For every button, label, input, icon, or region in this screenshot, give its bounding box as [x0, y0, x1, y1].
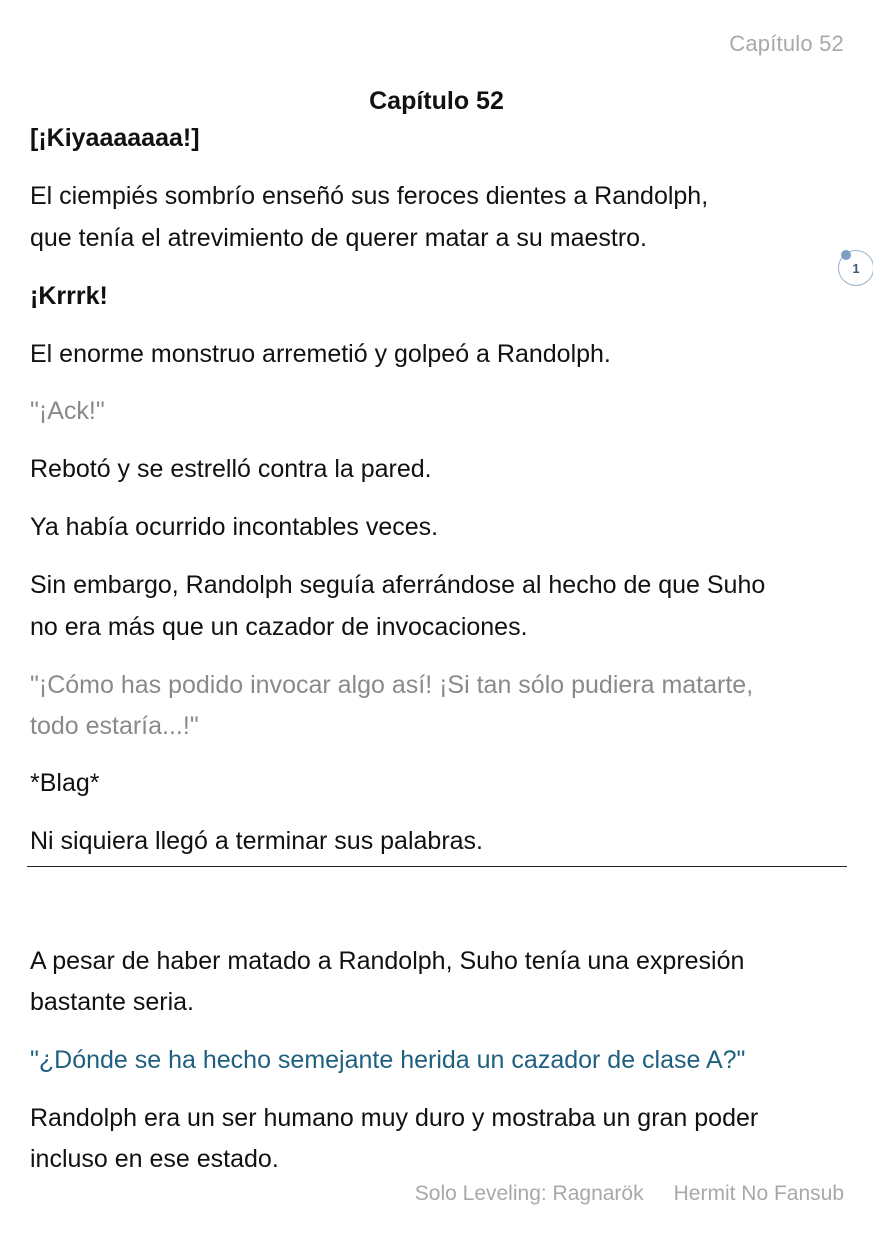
paragraph-sfx-krrrk: ¡Krrrk!: [30, 282, 108, 310]
paragraph-line: Ni siquiera llegó a terminar sus palabras.: [30, 827, 483, 855]
paragraph-line: incluso en ese estado.: [30, 1145, 279, 1173]
page-footer: [415, 1182, 844, 1206]
paragraph-line: Ya había ocurrido incontables veces.: [30, 513, 439, 541]
chapter-title: Capítulo 52: [369, 87, 504, 115]
paragraph-line: no era más que un cazador de invocaciones.: [30, 613, 528, 641]
section-divider: [27, 866, 847, 867]
dialogue-line-suho: "¿Dónde se ha hecho semejante herida un cazador de clase A?": [30, 1046, 746, 1074]
annotation-dot-icon: [841, 250, 851, 260]
dialogue-line: todo estaría...!": [30, 712, 199, 740]
paragraph-line: El enorme monstruo arremetió y golpeó a Randolph.: [30, 340, 611, 368]
paragraph-line: El ciempiés sombrío enseñó sus feroces dientes a Randolph,: [30, 182, 709, 210]
paragraph-line: que tenía el atrevimiento de querer matar a su maestro.: [30, 224, 647, 252]
paragraph-line: A pesar de haber matado a Randolph, Suho tenía una expresión: [30, 947, 745, 975]
paragraph-line: Rebotó y se estrelló contra la pared.: [30, 455, 432, 483]
dialogue-line: "¡Ack!": [30, 397, 105, 425]
paragraph-sfx-blag: *Blag*: [30, 769, 100, 797]
paragraph-line: bastante seria.: [30, 988, 194, 1016]
annotation-count: 1: [852, 260, 860, 276]
footer-book-title: Solo Leveling: Ragnarök: [414, 1182, 644, 1205]
paragraph-line: Sin embargo, Randolph seguía aferrándose al hecho de que Suho: [30, 571, 766, 599]
dialogue-line: "¡Cómo has podido invocar algo así! ¡Si tan sólo pudiera matarte,: [30, 671, 754, 699]
footer-translator: Hermit No Fansub: [673, 1182, 844, 1205]
paragraph-line: Randolph era un ser humano muy duro y mostraba un gran poder: [30, 1104, 759, 1132]
paragraph-sfx-kiyaaa: [¡Kiyaaaaaaa!]: [30, 124, 200, 152]
running-header: Capítulo 52: [729, 31, 844, 56]
